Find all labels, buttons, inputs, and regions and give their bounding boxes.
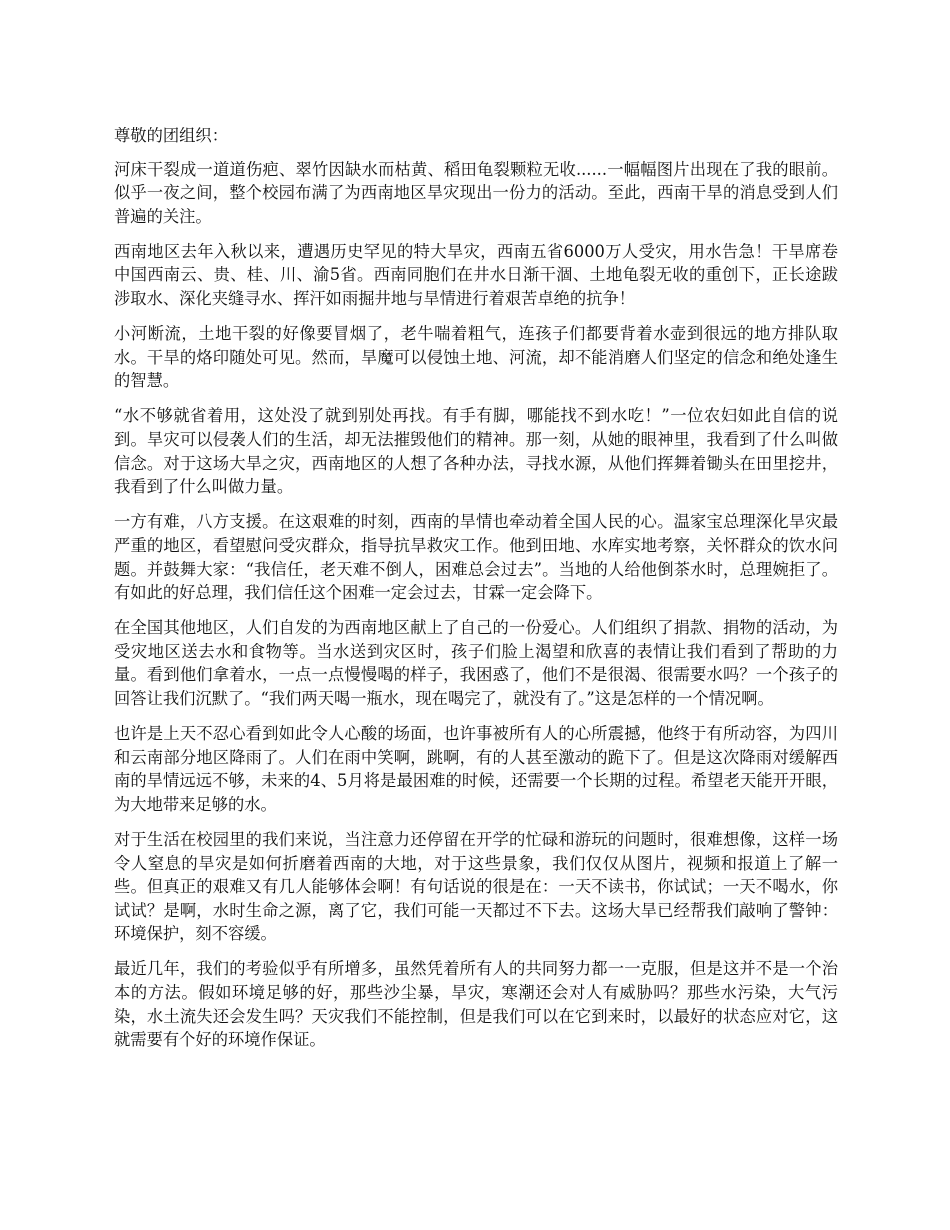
paragraph-environment: 最近几年，我们的考验似乎有所增多，虽然凭着所有人的共同努力都一一克服，但是这并不是一个治本的方法。假如环境足够的好，那些沙尘暴，旱灾，寒潮还会对人有威胁吗？那些水污染，大气污染，水土流失还会发生吗？天灾我们不能控制，但是我们可以在它到来时，以最好的状态应对它，这就需要有个好的环境作保证。	[114, 959, 838, 1050]
paragraph-dry-rivers: 小河断流，土地干裂的好像要冒烟了，老牛喘着粗气，连孩子们都要背着水壶到很远的地方排队取水。干旱的烙印随处可见。然而，旱魔可以侵蚀土地、河流，却不能消磨人们坚定的信念和绝处逢生的智慧。	[114, 324, 838, 391]
paragraph-farmer-quote: “水不够就省着用，这处没了就到别处再找。有手有脚，哪能找不到水吃！”一位农妇如此自信的说到。旱灾可以侵袭人们的生活，却无法摧毁他们的精神。那一刻，从她的眼神里，我看到了什么叫做信念。对于这场大旱之灾，西南地区的人想了各种办法，寻找水源，从他们挥舞着锄头在田里挖井，我看到了什么叫做力量。	[114, 406, 838, 497]
paragraph-rainfall: 也许是上天不忍心看到如此令人心酸的场面，也许事被所有人的心所震撼，他终于有所动容，为四川和云南部分地区降雨了。人们在雨中笑啊，跳啊，有的人甚至激动的跪下了。但是这次降雨对缓解西南的旱情远远不够，未来的4、5月将是最困难的时候，还需要一个长期的过程。希望老天能开开眼，为大地带来足够的水。	[114, 724, 838, 814]
paragraph-drought-scenes: 河床干裂成一道道伤疤、翠竹因缺水而枯黄、稻田龟裂颗粒无收......一幅幅图片出现在了我的眼前。似乎一夜之间，整个校园布满了为西南地区旱灾现出一份力的活动。至此，西南干旱的消息受到人们普遍的关注。	[114, 159, 838, 226]
paragraph-national-support: 一方有难，八方支援。在这艰难的时刻，西南的旱情也牵动着全国人民的心。温家宝总理深化旱灾最严重的地区，看望慰问受灾群众，指导抗旱救灾工作。他到田地、水库实地考察，关怀群众的饮水问题。并鼓舞大家：“我信任，老天难不倒人，困难总会过去”。当地的人给他倒茶水时，总理婉拒了。有如此的好总理，我们信任这个困难一定会过去，甘霖一定会降下。	[114, 512, 838, 603]
salutation: 尊敬的团组织：	[114, 126, 228, 145]
paragraph-disaster-overview: 西南地区去年入秋以来，遭遇历史罕见的特大旱灾，西南五省6000万人受灾，用水告急！干旱席卷中国西南云、贵、桂、川、渝5省。西南同胞们在井水日渐干涸、土地龟裂无收的重创下，正长途跋涉取水、深化夹缝寻水、挥汗如雨掘井地与旱情进行着艰苦卓绝的抗争！	[114, 241, 838, 309]
paragraph-campus-reflection: 对于生活在校园里的我们来说，当注意力还停留在开学的忙碌和游玩的问题时，很难想像，这样一场令人窒息的旱灾是如何折磨着西南的大地，对于这些景象，我们仅仅从图片，视频和报道上了解一些。但真正的艰难又有几人能够体会啊！有句话说的很是在：一天不读书，你试试；一天不喝水，你试试？是啊，水时生命之源，离了它，我们可能一天都过不下去。这场大旱已经帮我们敲响了警钟：环境保护，刻不容缓。	[114, 829, 838, 944]
paragraph-donations: 在全国其他地区，人们自发的为西南地区献上了自己的一份爱心。人们组织了捐款、捐物的活动，为受灾地区送去水和食物等。当水送到灾区时，孩子们脸上渴望和欣喜的表情让我们看到了帮助的力量。看到他们拿着水，一点一点慢慢喝的样子，我困惑了，他们不是很渴、很需要水吗？一个孩子的回答让我们沉默了。“我们两天喝一瓶水，现在喝完了，就没有了。”这是怎样的一个情况啊。	[114, 618, 838, 708]
document-body	[114, 124, 838, 1063]
